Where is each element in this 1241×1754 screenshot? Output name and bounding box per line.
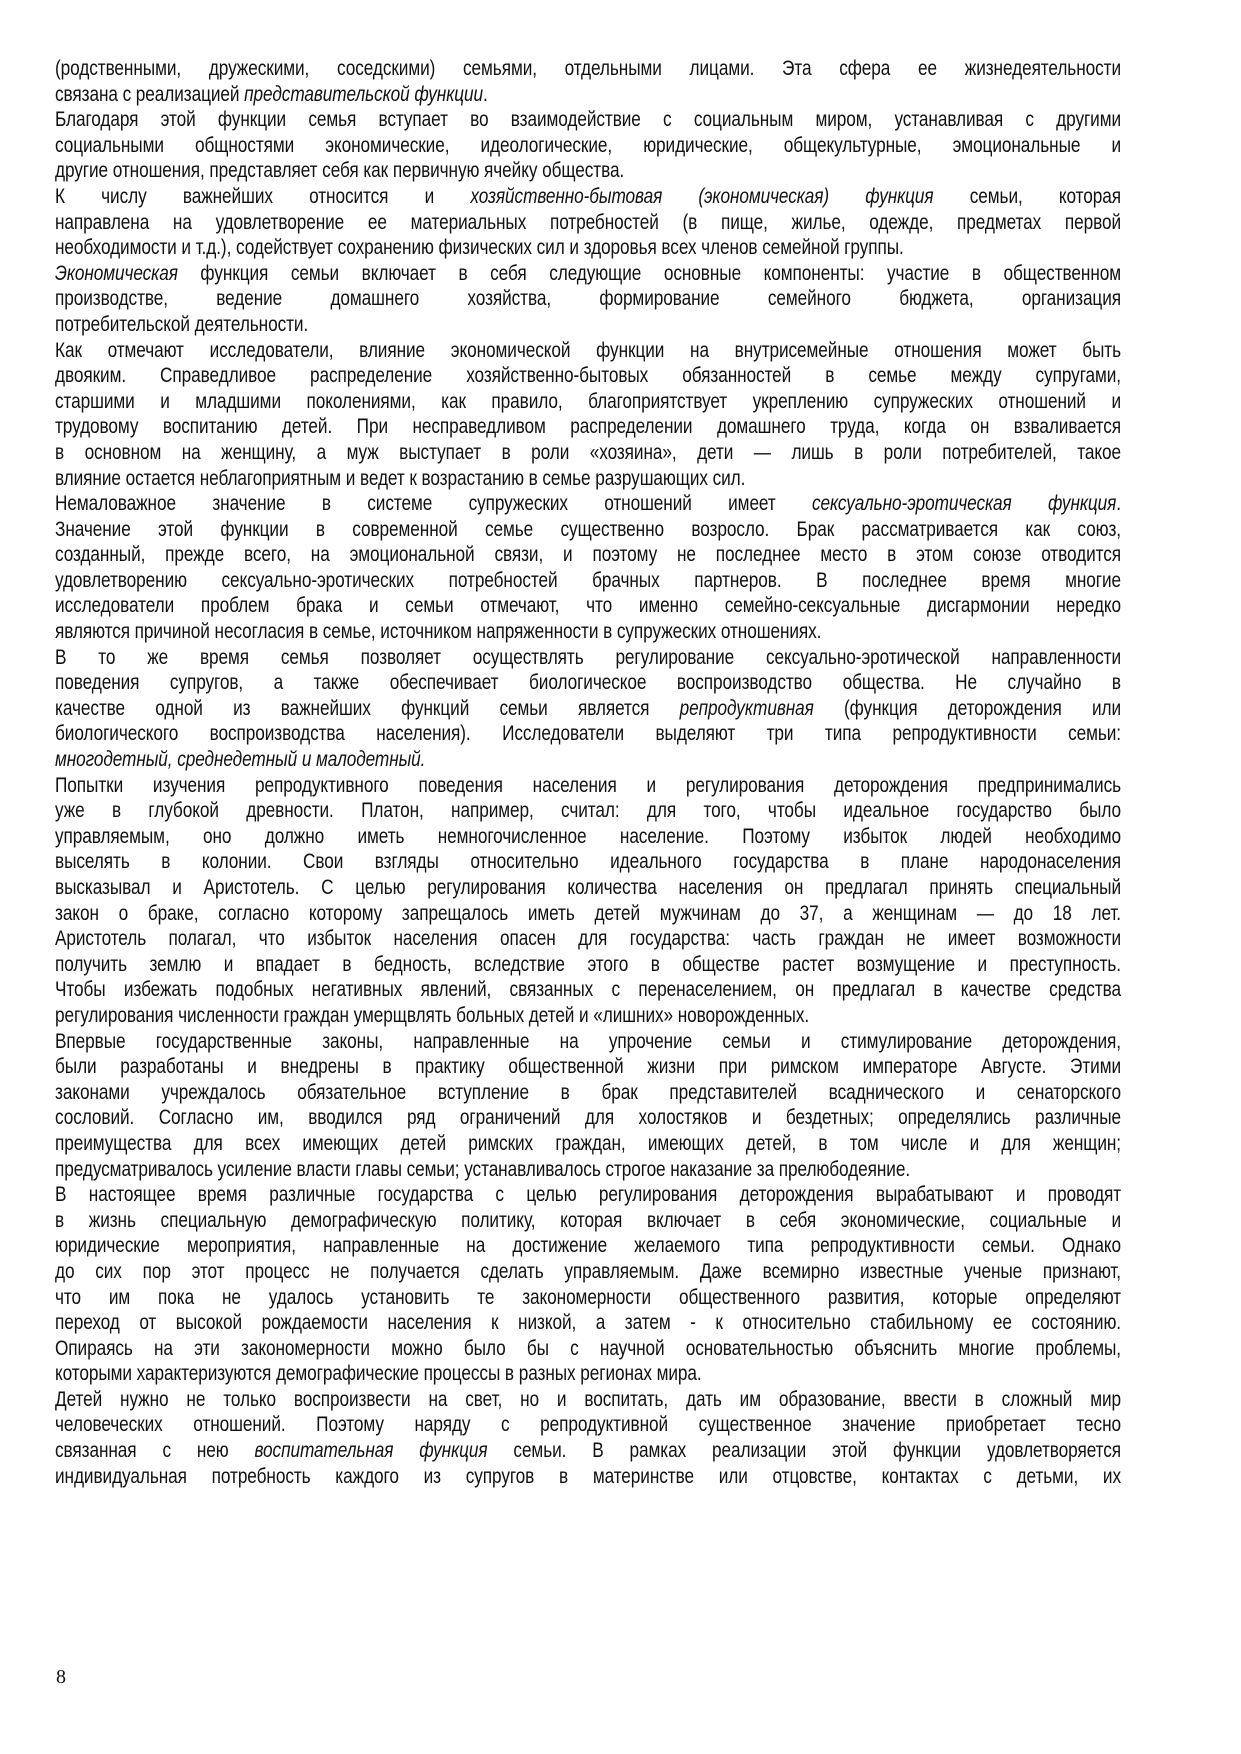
- text-run: выселять в колонии. Свои взгляды относительно идеального государства в плане народонаселения: [55, 850, 1121, 874]
- document-page: [55, 56, 1121, 1489]
- text-line: [55, 440, 1121, 466]
- text-run: Как отмечают исследователи, влияние экономической функции на внутрисемейные отношения может быть: [55, 338, 1121, 362]
- text-line: [55, 798, 1121, 824]
- text-line-content: [55, 414, 1121, 440]
- text-line: [55, 1285, 1121, 1311]
- text-line-content: [55, 82, 1121, 108]
- text-line: [55, 1387, 1121, 1413]
- text-line: [55, 363, 1121, 389]
- text-line: [55, 1131, 1121, 1157]
- text-line-content: [55, 363, 1121, 389]
- text-line: [55, 1054, 1121, 1080]
- text-run: необходимости и т.д.), содействует сохранению физических сил и здоровья всех членов семейной группы.: [55, 236, 904, 260]
- text-line-content: [55, 1054, 1121, 1080]
- text-line-content: [55, 1412, 1121, 1438]
- text-run: направлена на удовлетворение ее материальных потребностей (в пище, жилье, одежде, предметах первой: [55, 210, 1121, 234]
- text-line-content: [55, 261, 1121, 287]
- text-line: [55, 849, 1121, 875]
- text-run: трудовому воспитанию детей. При несправедливом распределении домашнего труда, когда он взваливается: [55, 415, 1121, 439]
- text-line: [55, 82, 1121, 108]
- text-line-content: [55, 926, 1121, 952]
- text-run: В то же время семья позволяет осуществлять регулирование сексуально-эротической направленности: [55, 645, 1121, 669]
- text-run: предусматривалось усиление власти главы семьи; устанавливалось строгое наказание за прелюбодеяние.: [55, 1157, 911, 1181]
- text-run: управляемым, оно должно иметь немногочисленное население. Поэтому избыток людей необходимо: [55, 824, 1121, 848]
- text-run: (родственными, дружескими, соседскими) семьями, отдельными лицами. Эта сфера ее жизнедеятельности: [55, 57, 1121, 80]
- text-run: Аристотель полагал, что избыток населения опасен для государства: часть граждан не имеет возможности: [55, 927, 1121, 951]
- text-run: (функция деторождения или: [813, 696, 1121, 720]
- text-line-content: [55, 184, 1121, 210]
- text-line-content: [55, 542, 1121, 568]
- text-line: [55, 1157, 1121, 1183]
- text-run: созданный, прежде всего, на эмоциональной связи, и поэтому не последнее место в этом союзе отводится: [55, 543, 1121, 567]
- text-run: в основном на женщину, а муж выступает в роли «хозяина», дети — лишь в роли потребителей, такое: [55, 440, 1121, 464]
- text-run: Немаловажное значение в системе супружеских отношений имеет: [55, 492, 813, 516]
- text-run: Значение этой функции в современной семье существенно возросло. Брак рассматривается как союз,: [55, 517, 1121, 541]
- page-number: 8: [56, 1666, 66, 1688]
- text-run: потребительской деятельности.: [55, 312, 309, 336]
- text-run: связана с реализацией: [55, 82, 245, 106]
- text-line: [55, 773, 1121, 799]
- text-line-content: [55, 1233, 1121, 1259]
- text-run: функция семьи включает в себя следующие основные компоненты: участие в общественном: [177, 261, 1121, 285]
- text-run: .: [483, 82, 488, 106]
- text-line-content: [55, 1105, 1121, 1131]
- text-run: Опираясь на эти закономерности можно было бы с научной основательностью объяснить многие проблемы,: [55, 1336, 1121, 1360]
- text-run: получить землю и впадает в бедность, вследствие этого в обществе растет возмущение и преступность.: [55, 952, 1121, 976]
- text-line-content: [55, 389, 1121, 415]
- text-line-content: [55, 1285, 1121, 1311]
- text-line-content: [55, 1080, 1121, 1106]
- text-line: [55, 568, 1121, 594]
- text-run: сословий. Согласно им, вводился ряд ограничений для холостяков и бездетных; определялись различные: [55, 1106, 1121, 1130]
- text-line-content: [55, 1029, 1121, 1055]
- text-line: [55, 210, 1121, 236]
- text-line-content: [55, 1182, 1121, 1208]
- text-line: [55, 56, 1121, 82]
- text-line: [55, 491, 1121, 517]
- text-run: Впервые государственные законы, направленные на упрочение семьи и стимулирование деторождения,: [55, 1029, 1121, 1053]
- text-line-content: [55, 210, 1121, 236]
- text-run: поведения супругов, а также обеспечивает биологическое воспроизводство общества. Не случайно в: [55, 671, 1121, 695]
- text-run: семьи. В рамках реализации этой функции удовлетворяется: [487, 1439, 1121, 1463]
- text-line: [55, 1361, 1121, 1387]
- text-line-content: [55, 1310, 1121, 1336]
- text-line: [55, 466, 1121, 492]
- text-line: [55, 338, 1121, 364]
- text-line-content: [55, 517, 1121, 543]
- text-run: влияние остается неблагоприятным и ведет к возрастанию в семье разрушающих сил.: [55, 466, 746, 490]
- text-run: семьи, которая: [933, 184, 1121, 208]
- text-run: были разработаны и внедрены в практику общественной жизни при римском императоре Августе. Этими: [55, 1055, 1121, 1079]
- text-run: индивидуальная потребность каждого из супругов в материнстве или отцовстве, контактах с детьми, их: [55, 1464, 1121, 1488]
- text-line-content: [55, 107, 1121, 133]
- text-line: [55, 1003, 1121, 1029]
- text-run: преимущества для всех имеющих детей римских граждан, имеющих детей, в том числе и для женщин;: [55, 1131, 1121, 1155]
- text-line-content: [55, 1361, 1121, 1387]
- text-line-content: [55, 1259, 1121, 1285]
- text-line-content: [55, 158, 1121, 184]
- text-line: [55, 1233, 1121, 1259]
- text-line: [55, 926, 1121, 952]
- text-line-content: [55, 849, 1121, 875]
- italic-term: Экономическая: [55, 261, 178, 285]
- text-line: [55, 1412, 1121, 1438]
- text-run: производстве, ведение домашнего хозяйства, формирование семейного бюджета, организация: [55, 287, 1121, 311]
- text-run: другие отношения, представляет себя как первичную ячейку общества.: [55, 159, 625, 183]
- text-run: человеческих отношений. Поэтому наряду с репродуктивной существенное значение приобретает тесно: [55, 1413, 1121, 1437]
- text-line-content: [55, 1387, 1121, 1413]
- text-line-content: [55, 466, 1121, 492]
- text-line: [55, 107, 1121, 133]
- text-run: регулирования численности граждан умерщвлять больных детей и «лишних» новорожденных.: [55, 1003, 810, 1027]
- text-line: [55, 1336, 1121, 1362]
- text-line-content: [55, 875, 1121, 901]
- text-line: [55, 389, 1121, 415]
- text-line-content: [55, 747, 1121, 773]
- text-line: [55, 312, 1121, 338]
- text-run: являются причиной несогласия в семье, источником напряженности в супружеских отношениях.: [55, 620, 822, 644]
- text-run: двояким. Справедливое распределение хозяйственно-бытовых обязанностей в семье между супругами,: [55, 364, 1121, 388]
- text-run: социальными общностями экономические, идеологические, юридические, общекультурные, эмоциональные и: [55, 133, 1121, 157]
- text-line-content: [55, 593, 1121, 619]
- text-run: которыми характеризуются демографические процессы в разных регионах мира.: [55, 1362, 702, 1386]
- text-line: [55, 901, 1121, 927]
- text-line: [55, 875, 1121, 901]
- text-line-content: [55, 1438, 1121, 1464]
- text-run: закон о браке, согласно которому запрещалось иметь детей мужчинам до 37, а женщинам — до 18 лет.: [55, 901, 1121, 925]
- text-line-content: [55, 773, 1121, 799]
- text-line: [55, 645, 1121, 671]
- text-line-content: [55, 133, 1121, 159]
- text-line: [55, 977, 1121, 1003]
- italic-term: воспитательная функция: [254, 1439, 488, 1463]
- text-line-content: [55, 1464, 1121, 1490]
- text-run: Попытки изучения репродуктивного поведения населения и регулирования деторождения предпринимались: [55, 773, 1121, 797]
- italic-term: хозяйственно-бытовая (экономическая) функция: [470, 184, 934, 208]
- text-line: [55, 1259, 1121, 1285]
- text-run: Детей нужно не только воспроизвести на свет, но и воспитать, дать им образование, ввести в сложный мир: [55, 1387, 1121, 1411]
- text-line-content: [55, 235, 1121, 261]
- text-line: [55, 1464, 1121, 1490]
- italic-term: многодетный, среднедетный и малодетный.: [55, 748, 426, 772]
- text-line: [55, 414, 1121, 440]
- text-run: высказывал и Аристотель. С целью регулирования количества населения он предлагал принять специальный: [55, 876, 1121, 899]
- text-line: [55, 261, 1121, 287]
- text-run: в жизнь специальную демографическую политику, которая включает в себя экономические, социальные и: [55, 1208, 1121, 1232]
- text-line: [55, 286, 1121, 312]
- text-line-content: [55, 338, 1121, 364]
- text-run: законами учреждалось обязательное вступление в брак представителей всаднического и сенаторского: [55, 1080, 1121, 1104]
- text-line: [55, 1080, 1121, 1106]
- text-line-content: [55, 491, 1121, 517]
- text-line: [55, 952, 1121, 978]
- text-line-content: [55, 1003, 1121, 1029]
- text-line-content: [55, 696, 1121, 722]
- text-line-content: [55, 286, 1121, 312]
- text-line-content: [55, 901, 1121, 927]
- text-line-content: [55, 312, 1121, 338]
- text-line: [55, 1208, 1121, 1234]
- text-run: старшими и младшими поколениями, как правило, благоприятствует укреплению супружеских отношений и: [55, 389, 1121, 413]
- text-line: [55, 235, 1121, 261]
- text-run: Благодаря этой функции семья вступает во взаимодействие с социальным миром, устанавливая с другими: [55, 108, 1121, 132]
- text-line-content: [55, 824, 1121, 850]
- text-line: [55, 721, 1121, 747]
- text-line: [55, 1438, 1121, 1464]
- text-line: [55, 619, 1121, 645]
- text-line: [55, 517, 1121, 543]
- text-line-content: [55, 440, 1121, 466]
- text-line-content: [55, 1336, 1121, 1362]
- italic-term: репродуктивная: [679, 696, 814, 720]
- text-line: [55, 824, 1121, 850]
- text-run: биологического воспроизводства населения). Исследователи выделяют три типа репродуктивности семьи:: [55, 722, 1121, 746]
- text-run: К числу важнейших относится и: [55, 184, 471, 208]
- text-line-content: [55, 952, 1121, 978]
- text-run: качестве одной из важнейших функций семьи является: [55, 696, 680, 720]
- text-line: [55, 593, 1121, 619]
- italic-term: сексуально-эротическая функция: [812, 492, 1117, 516]
- text-line-content: [55, 568, 1121, 594]
- text-line-content: [55, 670, 1121, 696]
- text-line: [55, 158, 1121, 184]
- text-line-content: [55, 619, 1121, 645]
- text-line: [55, 133, 1121, 159]
- italic-term: представительской функции: [244, 82, 484, 106]
- text-line: [55, 184, 1121, 210]
- text-line: [55, 1182, 1121, 1208]
- text-line-content: [55, 1131, 1121, 1157]
- text-line-content: [55, 798, 1121, 824]
- text-run: что им пока не удалось установить те закономерности общественного развития, которые определяют: [55, 1285, 1121, 1309]
- text-run: .: [1116, 492, 1121, 516]
- text-line-content: [55, 977, 1121, 1003]
- text-run: связанная с нею: [55, 1439, 255, 1463]
- text-run: переход от высокой рождаемости населения к низкой, а затем - к относительно стабильному ее состоянию.: [55, 1311, 1121, 1335]
- text-line-content: [55, 56, 1121, 82]
- text-run: уже в глубокой древности. Платон, например, считал: для того, чтобы идеальное государство было: [55, 799, 1121, 823]
- text-line-content: [55, 645, 1121, 671]
- text-line: [55, 1310, 1121, 1336]
- text-line: [55, 542, 1121, 568]
- text-line: [55, 1029, 1121, 1055]
- text-run: удовлетворению сексуально-эротических потребностей брачных партнеров. В последнее время многие: [55, 568, 1121, 592]
- text-run: В настоящее время различные государства с целью регулирования деторождения вырабатывают и проводят: [55, 1183, 1121, 1207]
- text-line-content: [55, 721, 1121, 747]
- text-run: исследователи проблем брака и семьи отмечают, что именно семейно-сексуальные дисгармонии нередко: [55, 594, 1121, 618]
- text-run: юридические мероприятия, направленные на достижение желаемого типа репродуктивности семьи. Однако: [55, 1234, 1121, 1258]
- text-run: Чтобы избежать подобных негативных явлений, связанных с перенаселением, он предлагал в качестве средства: [55, 978, 1121, 1002]
- text-run: до сих пор этот процесс не получается сделать управляемым. Даже всемирно известные ученые признают,: [55, 1259, 1121, 1283]
- text-line-content: [55, 1208, 1121, 1234]
- text-line: [55, 747, 1121, 773]
- text-line: [55, 696, 1121, 722]
- text-line: [55, 1105, 1121, 1131]
- text-line: [55, 670, 1121, 696]
- text-line-content: [55, 1157, 1121, 1183]
